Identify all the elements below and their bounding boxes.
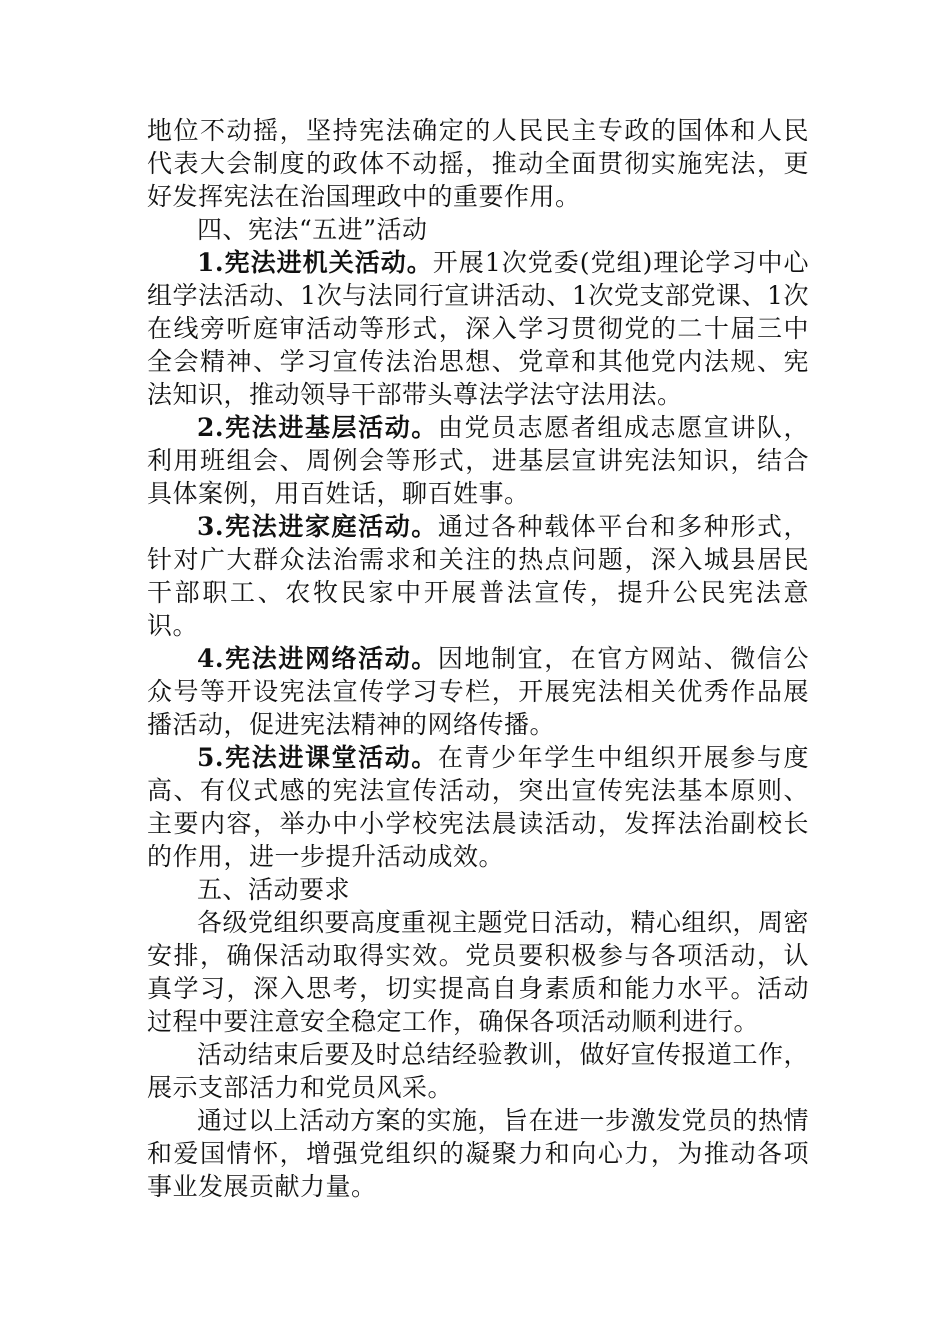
section-four-heading: 四、宪法“五进”活动 bbox=[197, 215, 428, 244]
item-4-lead: 4.宪法进网络活动。 bbox=[197, 644, 438, 673]
item-3-lead: 3.宪法进家庭活动。 bbox=[197, 512, 438, 541]
requirement-paragraph-1: 各级党组织要高度重视主题党日活动，精心组织，周密安排，确保活动取得实效。党员要积极参与各项活动，认真学习，深入思考，切实提高自身素质和能力水平。活动过程中要注意安全稳定工作，确保各项活动顺利进行。 bbox=[147, 908, 810, 1036]
section-five-heading: 五、活动要求 bbox=[197, 875, 351, 904]
requirement-paragraph-3: 通过以上活动方案的实施，旨在进一步激发党员的热情和爱国情怀，增强党组织的凝聚力和向心力，为推动各项事业发展贡献力量。 bbox=[147, 1106, 810, 1201]
item-5-text: 在青少年学生中组织开展参与度高、有仪式感的宪法宣传活动，突出宣传宪法基本原则、主要内容，举办中小学校宪法晨读活动，发挥法治副校长的作用，进一步提升活动成效。 bbox=[147, 743, 809, 871]
item-3-paragraph bbox=[147, 510, 809, 642]
item-4-paragraph bbox=[147, 642, 809, 741]
item-1-lead: 1.宪法进机关活动。 bbox=[197, 248, 433, 277]
item-4-text: 因地制宜，在官方网站、微信公众号等开设宪法宣传学习专栏，开展宪法相关优秀作品展播活动，促进宪法精神的网络传播。 bbox=[147, 644, 809, 739]
item-5-paragraph bbox=[147, 741, 809, 873]
item-1-text: 开展1次党委(党组)理论学习中心组学法活动、1次与法同行宣讲活动、1次党支部党课、1次在线旁听庭审活动等形式，深入学习贯彻党的二十届三中全会精神、学习宣传法治思想、党章和其他党内法规、宪法知识，推动领导干部带头尊法学法守法用法。 bbox=[147, 248, 809, 409]
item-5-lead: 5.宪法进课堂活动。 bbox=[197, 743, 438, 772]
item-1-paragraph bbox=[147, 246, 809, 411]
item-2-paragraph bbox=[147, 411, 809, 510]
item-2-lead: 2.宪法进基层活动。 bbox=[197, 413, 438, 442]
item-2-text: 由党员志愿者组成志愿宣讲队，利用班组会、周例会等形式，进基层宣讲宪法知识，结合具体案例，用百姓话，聊百姓事。 bbox=[147, 413, 809, 508]
requirement-paragraph-2: 活动结束后要及时总结经验教训，做好宣传报道工作，展示支部活力和党员风采。 bbox=[147, 1040, 810, 1102]
intro-paragraph: 地位不动摇，坚持宪法确定的人民民主专政的国体和人民代表大会制度的政体不动摇，推动全面贯彻实施宪法，更好发挥宪法在治国理政中的重要作用。 bbox=[147, 116, 809, 211]
item-3-text: 通过各种载体平台和多种形式，针对广大群众法治需求和关注的热点问题，深入城县居民干部职工、农牧民家中开展普法宣传，提升公民宪法意识。 bbox=[147, 512, 809, 640]
document-body bbox=[147, 114, 809, 1203]
